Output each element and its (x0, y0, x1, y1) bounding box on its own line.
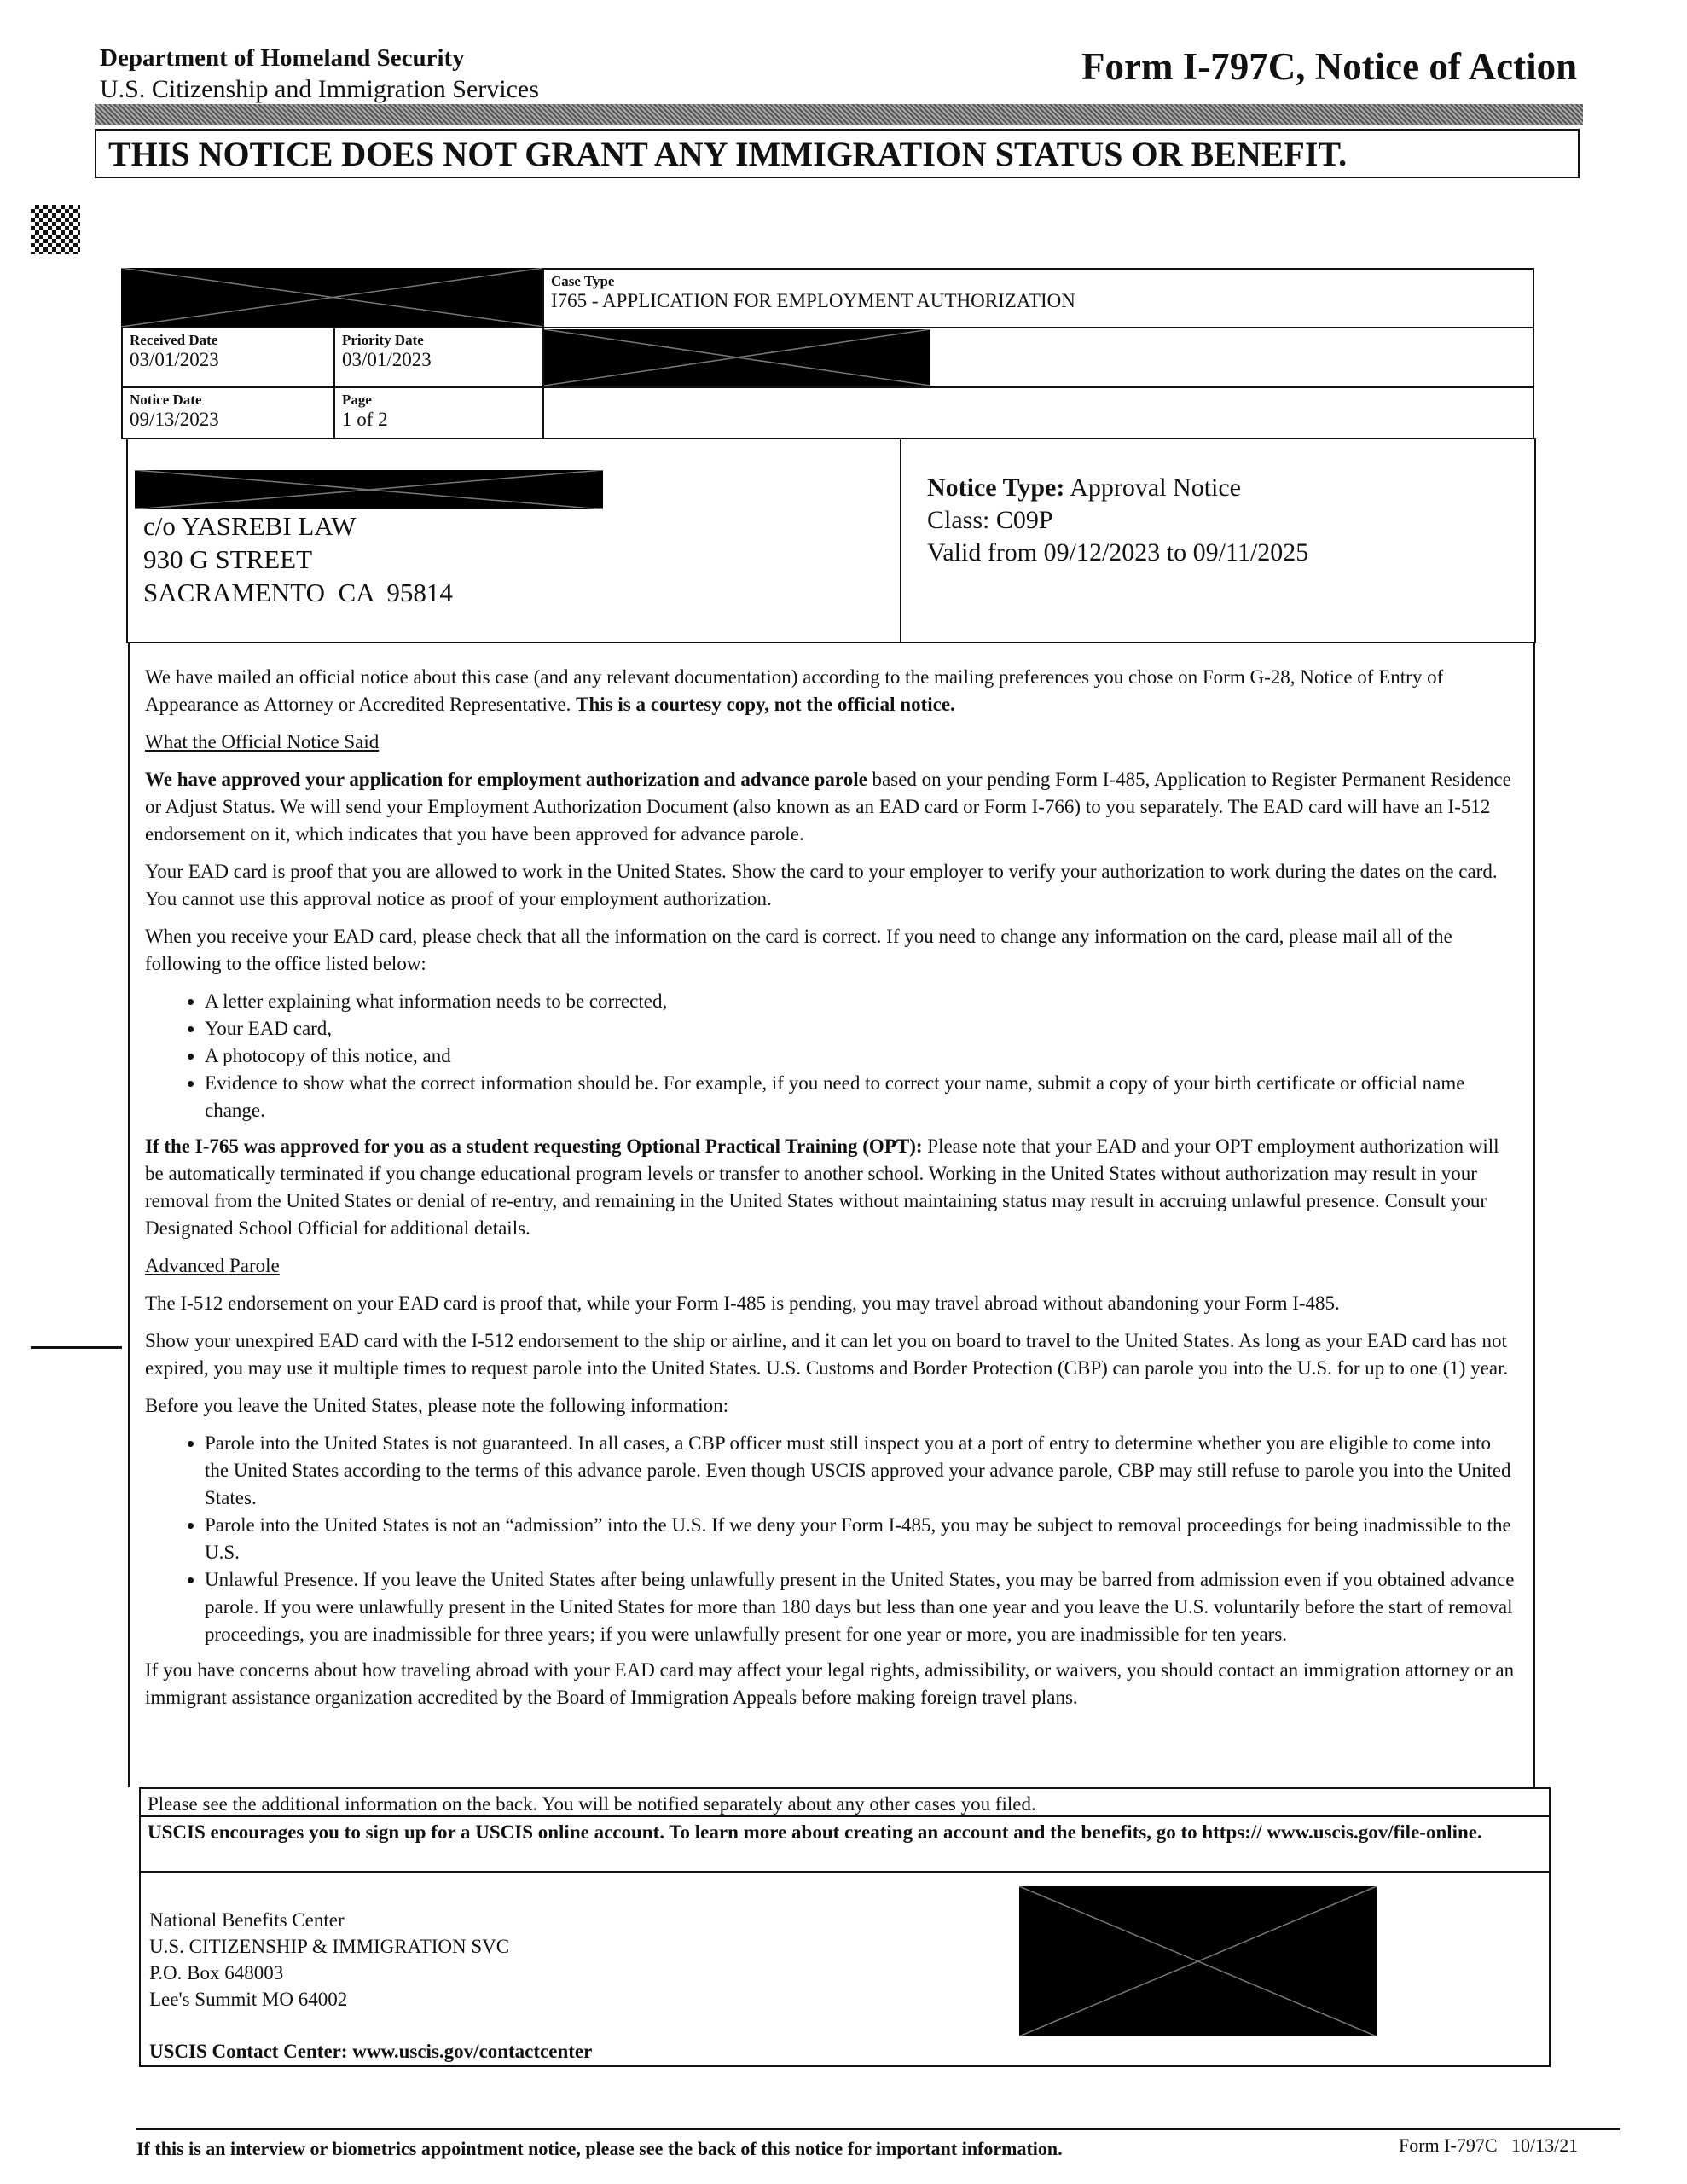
office-line-3: P.O. Box 648003 (149, 1962, 284, 1984)
travel-list (145, 1430, 1518, 1648)
page-cell (333, 386, 544, 439)
notice-type-label: Notice Type: (927, 473, 1065, 502)
office-line-4: Lee's Summit MO 64002 (149, 1989, 348, 2010)
additional-info-row: Please see the additional information on the back. You will be notified separately about any other cases you filed. (139, 1787, 1551, 1817)
list-item: • A letter explaining what information needs to be corrected, (205, 988, 1518, 1015)
office-block (139, 1871, 1551, 2067)
priority-date-cell (333, 327, 544, 388)
address-line-1: c/o YASREBI LAW (143, 511, 357, 541)
case-type-label: Case Type (551, 273, 615, 289)
margin-mark (31, 1346, 122, 1349)
paragraph: If the I-765 was approved for you as a student requesting Optional Practical Training (OPT): Please note that your EAD and your OPT employment authorization will be automatically terminated if you change educational program levels or transfer to another school. Working in the United States without authorization may result in your removal from the United States or denial of re-entry, and remaining in the United States without maintaining status may result in accruing unlawful presence. Consult your Designated School Official for additional details. (145, 1136, 1499, 1239)
footer-divider (136, 2128, 1620, 2130)
redacted-beneficiary (544, 329, 930, 386)
notice-date-label: Notice Date (130, 392, 202, 408)
list-item: • Unlawful Presence. If you leave the United States after being unlawfully present in the United States, you may be barred from admission even if you obtained advance parole. If you were unlawfully present in the United States for more than 180 days but less than one year and you leave the U.S. voluntarily before the start of removal proceedings, you are inadmissible for three years; if you were unlawfully present for one year or more, you are inadmissible for ten years. (205, 1566, 1518, 1648)
redacted-receipt-number (121, 268, 544, 327)
redacted-signature (1019, 1886, 1377, 2036)
correction-list (145, 988, 1518, 1124)
notice-date-cell (121, 386, 335, 439)
form-title: Form I-797C, Notice of Action (1081, 45, 1578, 88)
received-date-cell (121, 327, 335, 388)
paragraph: If you have concerns about how traveling abroad with your EAD card may affect your legal rights, admissibility, or waivers, you should contact an immigration attorney or an immigrant assistance organization accredited by the Board of Immigration Appeals before making foreign travel plans. (145, 1659, 1515, 1708)
footer-note: If this is an interview or biometrics appointment notice, please see the back of this notice for important information. (136, 2138, 1063, 2159)
notice-type-block (900, 438, 1536, 643)
list-item: • A photocopy of this notice, and (205, 1043, 1518, 1070)
agency-name: U.S. Citizenship and Immigration Services (100, 75, 539, 103)
barcode-icon (31, 205, 80, 254)
list-item: • Parole into the United States is not an “admission” into the U.S. If we deny your Form I-485, you may be subject to removal proceedings for being inadmissible to the U.S. (205, 1512, 1518, 1566)
paragraph: The I-512 endorsement on your EAD card is proof that, while your Form I-485 is pending, you may travel abroad without abandoning your Form I-485. (145, 1292, 1340, 1314)
page-label: Page (342, 392, 372, 408)
address-line-2: 930 G STREET (143, 544, 313, 574)
office-address (149, 1907, 509, 2013)
case-type-cell (542, 268, 1534, 328)
list-item: • Parole into the United States is not guaranteed. In all cases, a CBP officer must still inspect you at a port of entry to determine whether you are eligible to come into the United States according to the terms of this advance parole. Even though USCIS approved your advance parole, CBP may still refuse to parole you into the United States. (205, 1430, 1518, 1512)
notice-date-value: 09/13/2023 (130, 409, 219, 430)
received-date-label: Received Date (130, 332, 218, 348)
office-line-2: U.S. CITIZENSHIP & IMMIGRATION SVC (149, 1936, 510, 1957)
address-line-3: SACRAMENTO CA 95814 (143, 578, 453, 607)
online-account-row: USCIS encourages you to sign up for a USCIS online account. To learn more about creating an account and the benefits, go to https:// www.uscis.gov/file-online. (139, 1815, 1551, 1873)
warning-banner: THIS NOTICE DOES NOT GRANT ANY IMMIGRATION STATUS OR BENEFIT. (95, 129, 1580, 178)
page-value: 1 of 2 (342, 409, 388, 430)
paragraph: Your EAD card is proof that you are allowed to work in the United States. Show the card to your employer to verify your authorization to work during the dates on the card. You cannot use this approval notice as proof of your employment authorization. (145, 861, 1498, 909)
validity-period: Valid from 09/12/2023 to 09/11/2025 (927, 538, 1309, 566)
department-name: Department of Homeland Security (100, 44, 465, 72)
paragraph: When you receive your EAD card, please check that all the information on the card is correct. If you need to change any information on the card, please mail all of the following to the office listed below: (145, 926, 1452, 974)
section-heading-official-notice: What the Official Notice Said (145, 731, 380, 752)
paragraph: We have approved your application for employment authorization and advance parole based on your pending Form I-485, Application to Register Permanent Residence or Adjust Status. We will send your Employment Authorization Document (also known as an EAD card or Form I-766) to you separately. The EAD card will have an I-512 endorsement on it, which indicates that you have been approved for advance parole. (145, 769, 1511, 845)
notice-body (128, 642, 1535, 1787)
form-edition: Form I-797C 10/13/21 (1399, 2135, 1579, 2156)
mailing-address (143, 509, 453, 609)
received-date-value: 03/01/2023 (130, 349, 219, 370)
address-block (126, 438, 901, 643)
office-line-1: National Benefits Center (149, 1909, 345, 1931)
header-divider (95, 104, 1583, 125)
list-item: • Evidence to show what the correct information should be. For example, if you need to correct your name, submit a copy of your birth certificate or official name change. (205, 1070, 1518, 1124)
paragraph: We have mailed an official notice about this case (and any relevant documentation) according to the mailing preferences you chose on Form G-28, Notice of Entry of Appearance as Attorney or Accredited Representative. This is a courtesy copy, not the official notice. (145, 666, 1444, 715)
empty-cell (542, 386, 1534, 439)
contact-center: USCIS Contact Center: www.uscis.gov/contactcenter (149, 2041, 593, 2062)
notice-type-value: Approval Notice (1070, 473, 1241, 502)
list-item: • Your EAD card, (205, 1015, 1518, 1043)
class-value: Class: C09P (927, 506, 1053, 534)
priority-date-value: 03/01/2023 (342, 349, 432, 370)
paragraph: Before you leave the United States, please note the following information: (145, 1395, 729, 1416)
section-heading-advanced-parole: Advanced Parole (145, 1255, 280, 1276)
case-type-value: I765 - APPLICATION FOR EMPLOYMENT AUTHORIZATION (551, 290, 1075, 311)
priority-date-label: Priority Date (342, 332, 424, 348)
redacted-name (135, 470, 603, 509)
paragraph: Show your unexpired EAD card with the I-512 endorsement to the ship or airline, and it can let you on board to travel to the United States. As long as your EAD card has not expired, you may use it multiple times to request parole into the United States. U.S. Customs and Border Protection (CBP) can parole you into the U.S. for up to one (1) year. (145, 1330, 1509, 1379)
